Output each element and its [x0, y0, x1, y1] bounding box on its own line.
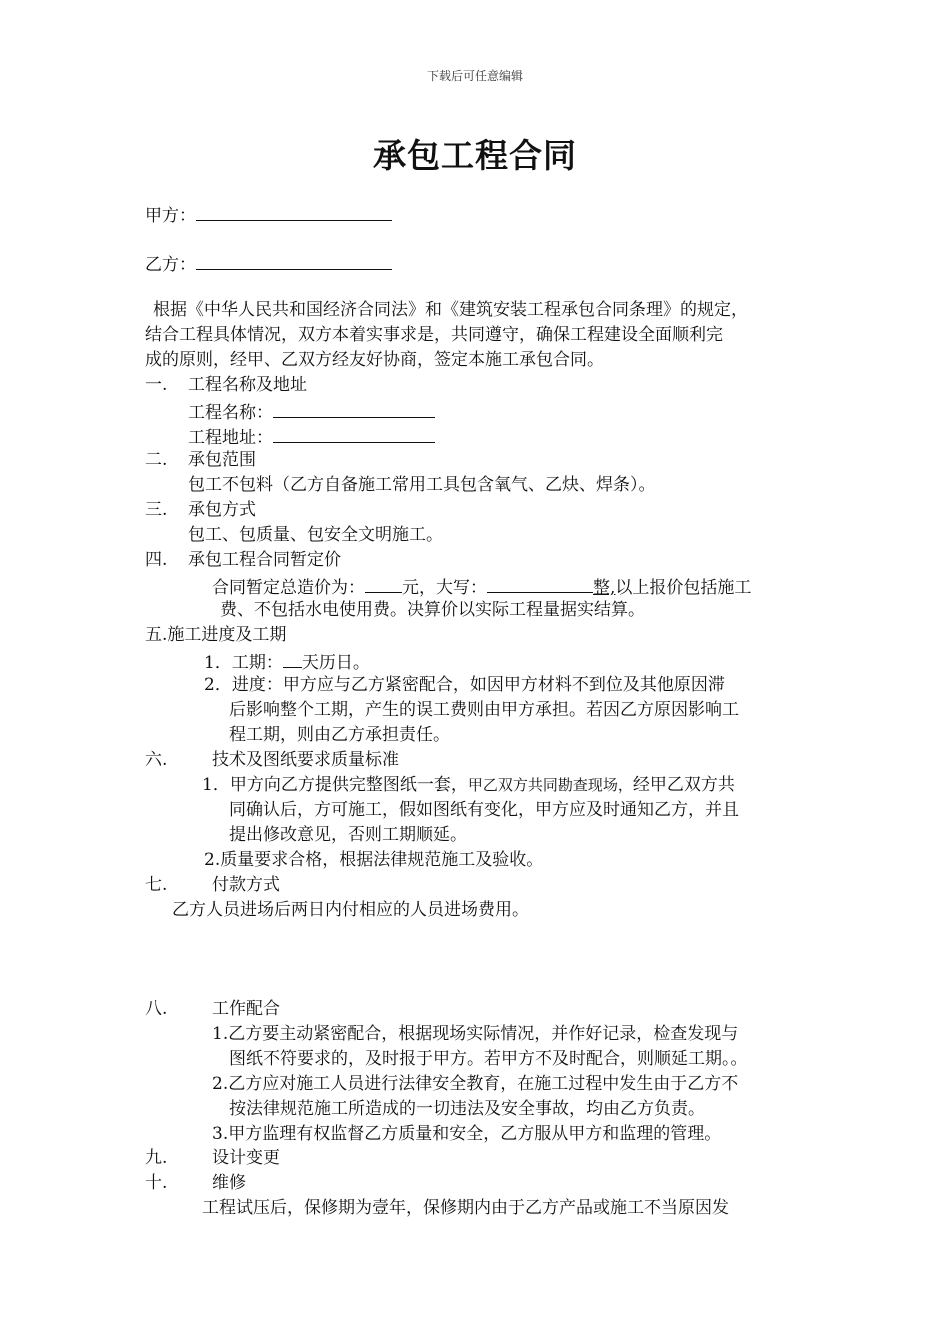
drawings-text-small: 甲乙双方共同勘查现场， — [467, 776, 633, 794]
section-title: 技术及图纸要求质量标准 — [212, 750, 399, 770]
schedule-unit: 天历日。 — [301, 653, 370, 673]
section-number: 七. — [145, 875, 168, 895]
section-number: 六. — [145, 750, 168, 770]
section-number: 九. — [145, 1148, 168, 1168]
party-a-label: 甲方： — [145, 206, 196, 226]
section-2-body: 包工不包料（乙方自备施工常用工具包含氧气、乙炔、焊条）。 — [188, 475, 656, 495]
price-row — [212, 573, 751, 600]
price-amount-blank[interactable] — [365, 573, 402, 593]
drawings-line: 提出修改意见，否则工期顺延。 — [229, 825, 467, 845]
price-label: 合同暂定总造价为： — [212, 578, 365, 598]
party-a-blank[interactable] — [196, 201, 392, 221]
price-zheng: 整, — [593, 578, 616, 598]
party-b-label: 乙方： — [145, 255, 196, 275]
section-title: 设计变更 — [212, 1148, 280, 1168]
section-10-body: 工程试压后，保修期为壹年，保修期内由于乙方产品或施工不当原因发 — [202, 1198, 729, 1218]
page-title: 承包工程合同 — [373, 136, 577, 175]
drawings-line: 同确认后，方可施工，假如图纸有变化，甲方应及时通知乙方，并且 — [229, 800, 739, 820]
project-name-label: 工程名称： — [188, 403, 273, 423]
cooperation-line: 图纸不符要求的，及时报于甲方。若甲方不及时配合，则顺延工期。。 — [229, 1049, 748, 1069]
section-number: 四. — [145, 550, 168, 570]
project-address-blank[interactable] — [273, 423, 435, 443]
project-name-blank[interactable] — [273, 398, 435, 418]
section-title: 付款方式 — [212, 875, 280, 895]
drawings-text: 经甲乙双方共 — [632, 775, 735, 795]
section-5-heading: 五.施工进度及工期 — [145, 625, 287, 645]
intro-line: 成的原则，经甲、乙双方经友好协商，签定本施工承包合同。 — [145, 350, 604, 370]
section-title: 工作配合 — [212, 999, 280, 1019]
project-address-label: 工程地址： — [188, 428, 273, 448]
progress-line: 2．进度：甲方应与乙方紧密配合，如因甲方材料不到位及其他原因滞 — [204, 675, 725, 695]
cooperation-line: 3.甲方监理有权监督乙方质量和安全，乙方服从甲方和监理的管理。 — [212, 1124, 722, 1144]
header-note: 下载后可任意编辑 — [426, 69, 523, 83]
section-2-heading — [145, 448, 256, 472]
section-title: 承包范围 — [188, 450, 256, 470]
section-number: 一. — [145, 375, 168, 395]
schedule-days-blank[interactable] — [283, 648, 302, 668]
intro-line: 结合工程具体情况，双方本着实事求是，共同遵守，确保工程建设全面顺利完 — [145, 325, 723, 345]
cooperation-line: 1.乙方要主动紧密配合，根据现场实际情况，并作好记录，检查发现与 — [212, 1024, 739, 1044]
price-note: 以上报价包括施工 — [615, 578, 752, 598]
cooperation-line: 2.乙方应对施工人员进行法律安全教育，在施工过程中发生由于乙方不 — [212, 1074, 739, 1094]
section-6-heading — [145, 748, 399, 772]
project-address-row — [188, 423, 435, 450]
section-10-heading — [145, 1171, 246, 1195]
cooperation-line: 按法律规范施工所造成的一切违法及安全事故，均由乙方负责。 — [229, 1099, 705, 1119]
progress-line: 后影响整个工期，产生的误工费则由甲方承担。若因乙方原因影响工 — [229, 700, 739, 720]
section-title: 承包工程合同暂定价 — [188, 550, 341, 570]
project-name-row — [188, 398, 435, 425]
section-number: 十. — [145, 1173, 168, 1193]
quality-line: 2.质量要求合格，根据法律规范施工及验收。 — [204, 850, 544, 870]
section-3-heading — [145, 498, 256, 522]
party-b-row — [145, 250, 392, 277]
price-note-line: 费、不包括水电使用费。决算价以实际工程量据实结算。 — [220, 600, 645, 620]
price-words-label: 元，大写： — [402, 578, 487, 598]
section-number: 八. — [145, 999, 168, 1019]
section-8-heading — [145, 997, 280, 1021]
schedule-label: 1．工期： — [204, 653, 283, 673]
section-title: 承包方式 — [188, 500, 256, 520]
section-7-heading — [145, 873, 280, 897]
section-3-body: 包工、包质量、包安全文明施工。 — [188, 525, 443, 545]
section-4-heading — [145, 548, 341, 572]
intro-line: 根据《中华人民共和国经济合同法》和《建筑安装工程承包合同条理》的规定， — [153, 300, 748, 320]
price-words-blank[interactable] — [487, 573, 593, 593]
drawings-line — [202, 773, 735, 797]
section-7-body: 乙方人员进场后两日内付相应的人员进场费用。 — [172, 900, 529, 920]
party-b-blank[interactable] — [196, 250, 392, 270]
party-a-row — [145, 201, 392, 228]
progress-line: 程工期，则由乙方承担责任。 — [229, 725, 450, 745]
schedule-row — [204, 648, 370, 675]
section-number: 三. — [145, 500, 168, 520]
section-1-heading — [145, 373, 307, 397]
drawings-text: 1．甲方向乙方提供完整图纸一套， — [202, 775, 468, 795]
section-9-heading — [145, 1146, 280, 1170]
section-title: 工程名称及地址 — [188, 375, 307, 395]
section-number: 二. — [145, 450, 168, 470]
section-title: 维修 — [212, 1173, 246, 1193]
